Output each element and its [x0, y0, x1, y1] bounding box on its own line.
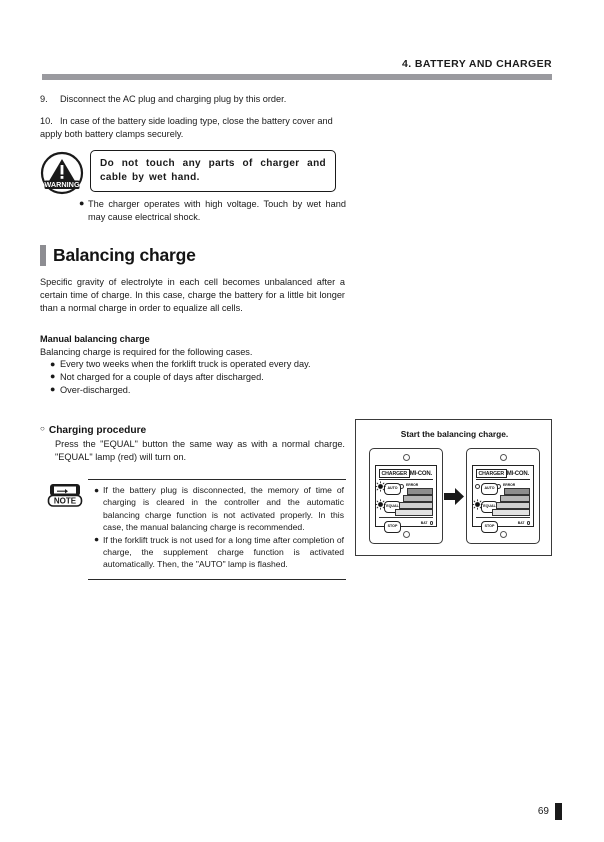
note-rule-top — [88, 479, 346, 480]
level-bar — [500, 495, 530, 502]
charger-tag: CHARGER — [476, 469, 507, 478]
illustration-caption: Start the balancing charge. — [400, 429, 509, 439]
level-bar — [403, 495, 433, 502]
level-bar — [504, 488, 530, 495]
section-heading — [40, 245, 196, 266]
bullet-dot: ● — [50, 358, 56, 369]
equal-lamp-lit-icon — [472, 499, 483, 510]
warning-bullet — [79, 198, 346, 223]
folio-marker-bar — [555, 803, 562, 820]
section-marker-bar — [40, 245, 46, 266]
equal-button[interactable]: EQUAL — [481, 501, 498, 513]
procedure-heading-text: Charging procedure — [48, 425, 147, 436]
subsection-heading: Manual balancing charge — [40, 334, 150, 344]
step-number: 10. — [40, 116, 53, 126]
scale-baseline — [379, 517, 433, 518]
note-rule-bottom — [88, 579, 346, 580]
list-item — [94, 484, 344, 534]
scale-label — [518, 521, 530, 525]
stop-button[interactable]: STOP — [481, 521, 498, 533]
procedure-body: Press the "EQUAL" button the same way as with a normal charge. "EQUAL" lamp (red) will turn on. — [55, 439, 345, 462]
charger-unit-after — [466, 448, 540, 544]
header-rule — [42, 74, 552, 80]
bullet-dot: ● — [79, 198, 85, 208]
charger-control-panel — [375, 465, 437, 527]
scale-dot-icon — [430, 521, 434, 525]
list-item-text: Every two weeks when the forklift truck is operated every day. — [60, 359, 311, 369]
page-number: 69 — [537, 806, 549, 817]
bullet-dot: ● — [94, 484, 100, 495]
page-header-title: 4. BATTERY AND CHARGER — [402, 58, 552, 70]
error-lamp-indicator — [406, 483, 418, 487]
scale-label-text: BAT — [517, 521, 525, 525]
level-bar — [395, 509, 433, 516]
warning-block — [40, 150, 345, 194]
equal-lamp-lit-icon — [375, 499, 386, 510]
auto-button[interactable]: AUTO — [384, 483, 401, 495]
charger-control-panel — [472, 465, 534, 527]
level-bar — [399, 502, 433, 509]
page-title: Balancing charge — [53, 245, 196, 265]
list-item — [50, 371, 346, 384]
micon-tag: MI-CON. — [506, 470, 529, 477]
manual-bullet-list — [50, 358, 346, 396]
scale-label — [421, 521, 433, 525]
unit-led-bottom-icon — [403, 531, 410, 538]
list-item — [50, 358, 346, 371]
warning-icon — [40, 151, 84, 195]
error-lamp-label: ERROR — [406, 483, 419, 487]
panel-divider — [379, 479, 433, 480]
step-text: In case of the battery side loading type, close the battery cover and apply both battery clamps securely. — [40, 116, 333, 140]
panel-divider — [476, 479, 530, 480]
note-item-text: If the battery plug is disconnected, the memory of time of charging is cleared in the controller and the automatic balancing charge function is not activated properly. In this case, the manual balancing charge is recommended. — [103, 485, 344, 533]
procedure-heading — [40, 424, 146, 436]
note-icon — [46, 483, 84, 507]
note-item-text: If the forklift truck is not used for a long time after completion of charge, the supplement charge function is activated automatically. Then, the "AUTO" lamp is flashed. — [103, 534, 344, 570]
auto-lamp-off-icon — [475, 484, 480, 489]
stop-button[interactable]: STOP — [384, 521, 401, 533]
auto-lamp-lit-icon — [375, 481, 386, 492]
list-item — [94, 534, 344, 571]
warning-headline: Do not touch any parts of charger and cable by wet hand. — [100, 158, 326, 183]
warning-bullet-text: The charger operates with high voltage. Touch by wet hand may cause electrical shock. — [88, 199, 346, 222]
list-item-text: Over-discharged. — [60, 384, 131, 395]
bullet-dot: ● — [50, 384, 56, 395]
error-lamp-indicator — [503, 483, 515, 487]
section-intro-paragraph: Specific gravity of electrolyte in each cell becomes unbalanced after a certain time of charge. In this case, charge the battery for a little bit longer than a normal charge in order to equalize all cells. — [40, 277, 345, 313]
scale-dot-icon — [527, 521, 531, 525]
step-text: Disconnect the AC plug and charging plug by this order. — [60, 94, 287, 104]
unit-led-top-icon — [500, 454, 507, 461]
list-item-text: Not charged for a couple of days after discharged. — [60, 371, 264, 382]
svg-text:WARNING: WARNING — [44, 180, 80, 189]
page-footer — [538, 803, 562, 820]
illustration-panel — [355, 419, 552, 556]
level-bar — [496, 502, 530, 509]
charger-tag: CHARGER — [379, 469, 410, 478]
equal-button[interactable]: EQUAL — [384, 501, 401, 513]
note-bullet-list — [94, 484, 344, 571]
list-item — [40, 115, 345, 141]
bullet-dot: ● — [94, 534, 100, 545]
list-item — [50, 384, 346, 397]
circle-marker-icon: ○ — [40, 424, 45, 433]
panel-header — [476, 469, 530, 478]
auto-button[interactable]: AUTO — [481, 483, 498, 495]
subsection-lead: Balancing charge is required for the following cases. — [40, 347, 253, 357]
unit-led-top-icon — [403, 454, 410, 461]
bullet-dot: ● — [50, 371, 56, 382]
level-bar — [407, 488, 433, 495]
unit-led-bottom-icon — [500, 531, 507, 538]
level-bar — [492, 509, 530, 516]
charger-unit-before — [369, 448, 443, 544]
arrow-right-icon — [444, 488, 464, 505]
error-lamp-label: ERROR — [503, 483, 516, 487]
svg-text:NOTE: NOTE — [53, 496, 77, 506]
scale-label-text: BAT — [420, 521, 428, 525]
micon-tag: MI-CON. — [409, 470, 432, 477]
scale-baseline — [476, 517, 530, 518]
warning-box — [90, 150, 336, 192]
list-item — [40, 93, 345, 106]
panel-header — [379, 469, 433, 478]
step-number: 9. — [40, 94, 48, 104]
